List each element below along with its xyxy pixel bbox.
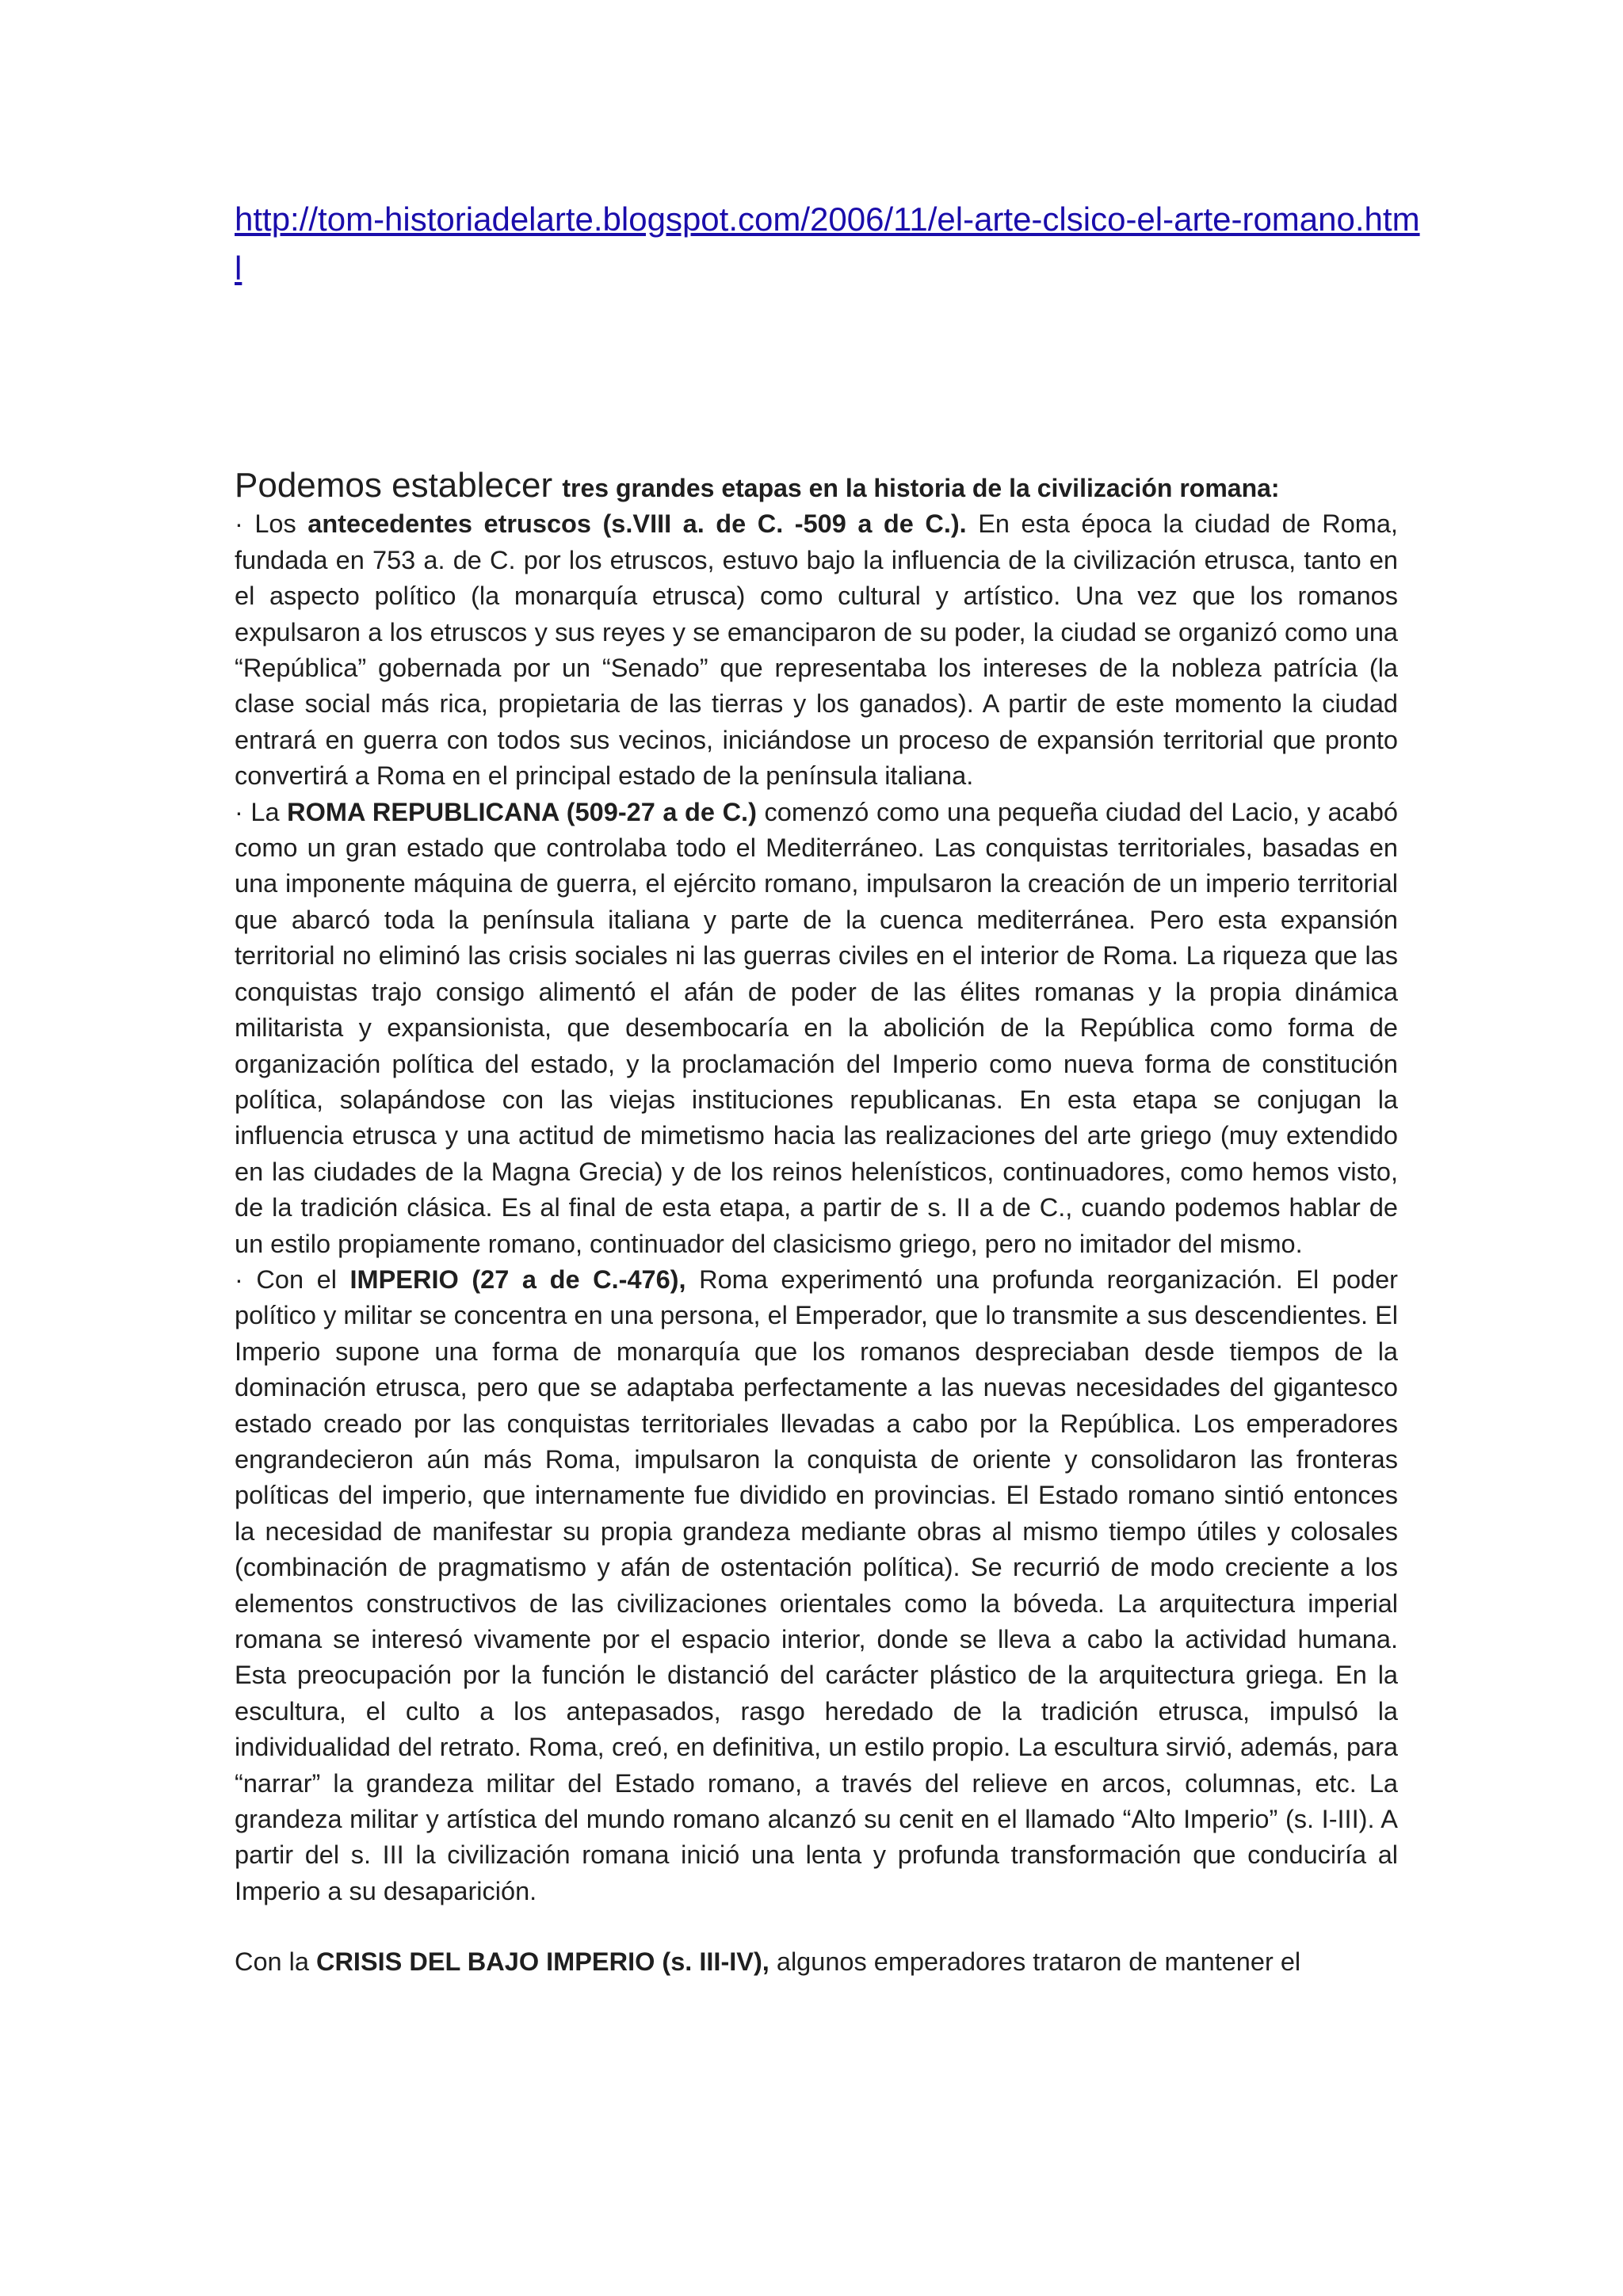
intro-lead-text: Podemos establecer (235, 466, 563, 505)
crisis-prefix: Con la (235, 1947, 316, 1977)
paragraph-spacer (235, 1909, 1398, 1944)
etruscos-heading: antecedentes etruscos (s.VIII a. de C. -509 a de C.). (307, 509, 967, 539)
crisis-paragraph (235, 1944, 1398, 1980)
republica-paragraph (235, 795, 1398, 1262)
etruscos-text: En esta época la ciudad de Roma, fundada en 753 a. de C. por los etruscos, estuvo bajo la influencia de la civilización etrusca, tanto en el aspecto político (la monarquía etrusca) como cultural y artístico. Una vez que los romanos expulsaron a los etruscos y sus reyes y se emanciparon de su poder, la ciudad se organizó como una “República” gobernada por un “Senado” que representaba los intereses de la nobleza patrícia (la clase social más rica, propietaria de las tierras y los ganados). A partir de este momento la ciudad entrará en guerra con todos sus vecinos, iniciándose un proceso de expansión territorial que pronto convertirá a Roma en el principal estado de la península italiana. (235, 509, 1398, 791)
etruscos-prefix: · Los (235, 509, 308, 539)
republica-prefix: · La (235, 797, 288, 826)
republica-text: comenzó como una pequeña ciudad del Lacio, y acabó como un gran estado que controlaba todo el Mediterráneo. Las conquistas territoriales, basadas en una imponente máquina de guerra, el ejército romano, impulsaron la creación de un imperio territorial que abarcó toda la península italiana y parte de la cuenca mediterránea. Pero esta expansión territorial no eliminó las crisis sociales ni las guerras civiles en el interior de Roma. La riqueza que las conquistas trajo consigo alimentó el afán de poder de las élites romanas y la propia dinámica militarista y expansionista, que desembocaría en la abolición de la República como forma de organización política del estado, y la proclamación del Imperio como nueva forma de constitución política, solapándose con las viejas instituciones republicanas. En esta etapa se conjugan la influencia etrusca y una actitud de mimetismo hacia las realizaciones del arte griego (muy extendido en las ciudades de la Magna Grecia) y de los reinos helenísticos, continuadores, como hemos visto, de la tradición clásica. Es al final de esta etapa, a partir de s. II a de C., cuando podemos hablar de un estilo propiamente romano, continuador del clasicismo griego, pero no imitador del mismo. (235, 797, 1399, 1258)
document-body (235, 466, 1398, 1981)
imperio-paragraph (235, 1262, 1398, 1909)
imperio-heading: IMPERIO (27 a de C.-476), (349, 1264, 686, 1294)
intro-bold-text: tres grandes etapas en la historia de la civilización romana: (562, 474, 1280, 502)
crisis-heading: CRISIS DEL BAJO IMPERIO (s. III-IV), (315, 1947, 769, 1977)
republica-heading: ROMA REPUBLICANA (509-27 a de C.) (287, 797, 757, 826)
source-url-link[interactable]: http://tom-historiadelarte.blogspot.com/2006/11/el-arte-clsico-el-arte-romano.html (235, 200, 1420, 287)
imperio-prefix: · Con el (235, 1264, 350, 1294)
etruscos-paragraph (235, 506, 1398, 794)
imperio-text: Roma experimentó una profunda reorganización. El poder político y militar se concentra en una persona, el Emperador, que lo transmite a sus descendientes. El Imperio supone una forma de monarquía que los romanos despreciaban desde tiempos de la dominación etrusca, pero que se adaptaba perfectamente a las nuevas necesidades del gigantesco estado creado por las conquistas territoriales llevadas a cabo por la República. Los emperadores engrandecieron aún más Roma, impulsaron la conquista de oriente y consolidaron las fronteras políticas del imperio, que internamente fue dividido en provincias. El Estado romano sintió entonces la necesidad de manifestar su propia grandeza mediante obras al mismo tiempo útiles y colosales (combinación de pragmatismo y afán de ostentación política). Se recurrió de modo creciente a los elementos constructivos de las civilizaciones orientales como la bóveda. La arquitectura imperial romana se interesó vivamente por el espacio interior, donde se lleva a cabo la actividad humana. Esta preocupación por la función le distanció del carácter plástico de la arquitectura griega. En la escultura, el culto a los antepasados, rasgo heredado de la tradición etrusca, impulsó la individualidad del retrato. Roma, creó, en definitiva, un estilo propio. La escultura sirvió, además, para “narrar” la grandeza militar del Estado romano, a través del relieve en arcos, columnas, etc. La grandeza militar y artística del mundo romano alcanzó su cenit en el llamado “Alto Imperio” (s. I-III). A partir del s. III la civilización romana inició una lenta y profunda transformación que conduciría al Imperio a su desaparición. (235, 1264, 1399, 1905)
crisis-text: algunos emperadores trataron de mantener el (769, 1947, 1301, 1977)
intro-paragraph (235, 466, 1398, 506)
